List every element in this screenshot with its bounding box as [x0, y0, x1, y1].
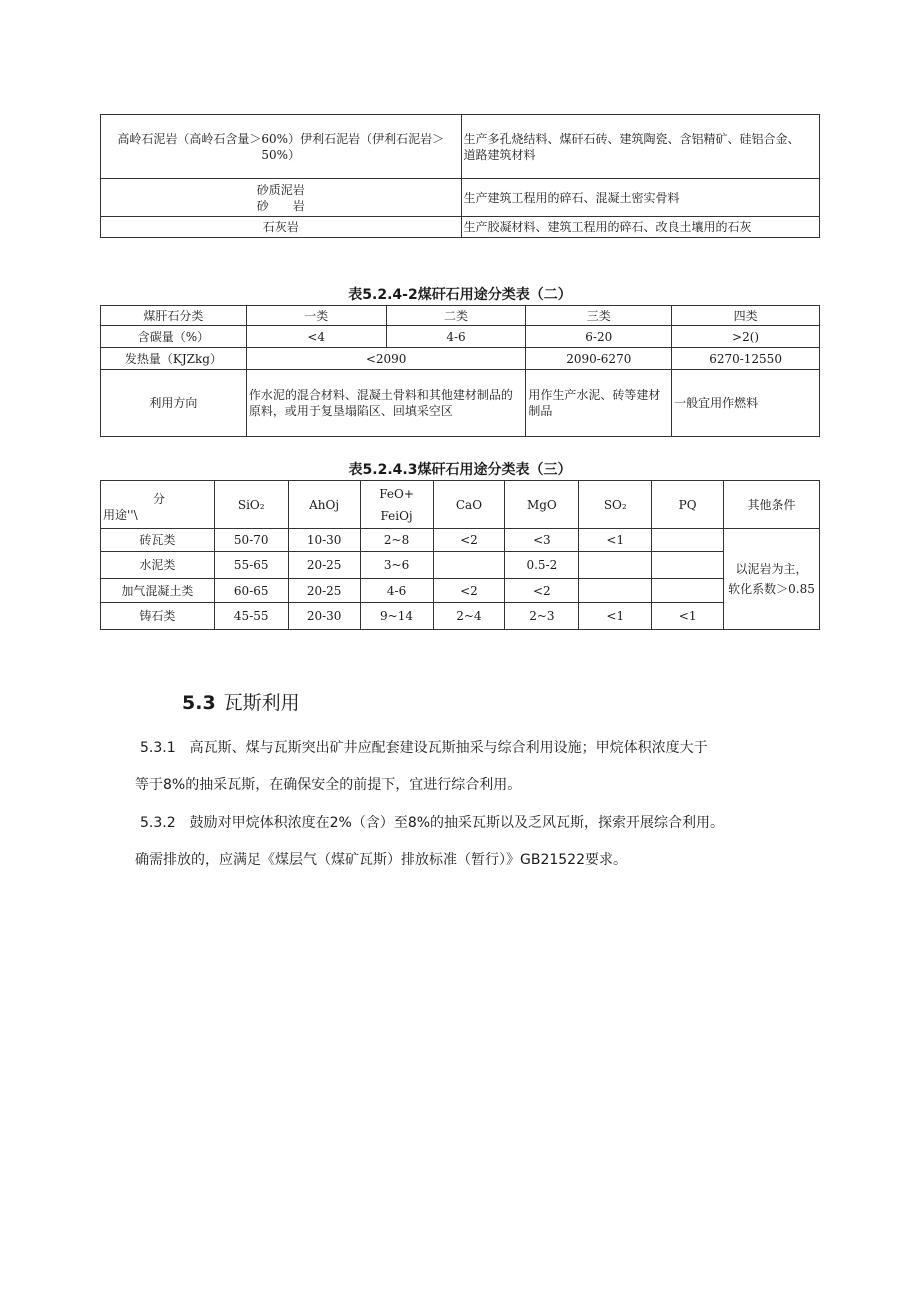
section-title: 瓦斯利用 — [223, 692, 300, 714]
table-row — [101, 529, 820, 552]
value-cell: <2 — [433, 529, 505, 552]
value-cell — [652, 529, 724, 552]
table-coal-gangue-rock-use — [100, 114, 820, 238]
table-row — [101, 552, 820, 579]
table-gangue-classification-3 — [100, 480, 820, 630]
value-cell: 作水泥的混合材料、混凝土骨料和其他建材制品的原料，或用于复垦塌陷区、回填采空区 — [246, 370, 526, 437]
value-cell: <2090 — [246, 348, 526, 370]
header-cell: 煤肝石分类 — [101, 306, 247, 326]
use-cell: 生产胶凝材料、建筑工程用的碎石、改良土壤用的石灰 — [461, 217, 820, 238]
row-label-cell: 加气混凝土类 — [101, 579, 215, 603]
value-cell: <2 — [433, 579, 505, 603]
value-cell: <1 — [652, 603, 724, 630]
value-cell: 50-70 — [214, 529, 288, 552]
value-cell: <1 — [579, 603, 652, 630]
header-cell: SiO₂ — [214, 481, 288, 529]
table-row — [101, 115, 820, 179]
value-cell: 一般宜用作燃料 — [672, 370, 820, 437]
header-cell: 一类 — [246, 306, 386, 326]
row-label-cell: 发热量（KJZkg） — [101, 348, 247, 370]
table-row — [101, 579, 820, 603]
header-cell: MgO — [505, 481, 579, 529]
paragraph-line: 确需排放的，应满足《煤层气（煤矿瓦斯）排放标准（暂行）》GB21522要求。 — [135, 852, 627, 868]
value-cell: 6270-12550 — [672, 348, 820, 370]
value-cell: <1 — [579, 529, 652, 552]
header-cell: 三类 — [526, 306, 672, 326]
value-cell: 60-65 — [214, 579, 288, 603]
header-cell: AhOj — [288, 481, 360, 529]
section-number: 5.3 — [182, 692, 216, 714]
table-row — [101, 179, 820, 217]
rock-line: 砂 岩 — [256, 198, 305, 213]
table-row — [101, 326, 820, 348]
use-cell: 生产建筑工程用的碎石、混凝土密实骨料 — [461, 179, 820, 217]
value-cell — [433, 552, 505, 579]
value-cell: <2 — [505, 579, 579, 603]
use-cell — [461, 115, 820, 179]
value-cell: >2() — [672, 326, 820, 348]
other-conditions-cell — [724, 529, 820, 630]
value-cell: 2~4 — [433, 603, 505, 630]
value-cell — [579, 579, 652, 603]
rock-type-cell: 高岭石泥岩（高岭石含量＞60%）伊利石泥岩（伊利石泥岩＞50%） — [101, 115, 462, 179]
table-row — [101, 603, 820, 630]
table-caption: 表5.2.4-2煤矸石用途分类表（二） — [348, 287, 572, 303]
rock-type-cell — [101, 179, 462, 217]
row-label-cell: 水泥类 — [101, 552, 215, 579]
value-cell: 9~14 — [360, 603, 433, 630]
value-cell: 20-30 — [288, 603, 360, 630]
table-row — [101, 348, 820, 370]
value-cell: 55-65 — [214, 552, 288, 579]
rock-type-cell: 石灰岩 — [101, 217, 462, 238]
header-cell — [360, 481, 433, 529]
value-cell: 6-20 — [526, 326, 672, 348]
condition-line: 以泥岩为主， — [735, 562, 808, 576]
header-cell: 四类 — [672, 306, 820, 326]
value-cell: 10-30 — [288, 529, 360, 552]
value-cell: 0.5-2 — [505, 552, 579, 579]
corner-header-bottom: 用途''\ — [103, 508, 138, 522]
use-line: 生产多孔烧结料、煤矸石砖、建筑陶瓷、含铝精矿、硅铝合金、 — [463, 131, 800, 146]
value-cell — [652, 579, 724, 603]
value-cell: 4-6 — [360, 579, 433, 603]
value-cell: 2~8 — [360, 529, 433, 552]
value-cell — [652, 552, 724, 579]
header-cell: PQ — [652, 481, 724, 529]
value-cell: 45-55 — [214, 603, 288, 630]
table-header-row — [101, 306, 820, 326]
use-line: 道路建筑材料 — [463, 147, 536, 162]
value-cell: 20-25 — [288, 579, 360, 603]
row-label-cell: 砖瓦类 — [101, 529, 215, 552]
header-line: FeO+ — [379, 486, 414, 501]
paragraph-line: 5.3.1 高瓦斯、煤与瓦斯突出矿井应配套建设瓦斯抽采与综合利用设施；甲烷体积浓度大于 — [140, 740, 708, 756]
value-cell: 2090-6270 — [526, 348, 672, 370]
header-cell: 二类 — [386, 306, 526, 326]
rock-line: 砂质泥岩 — [256, 182, 305, 197]
table-header-row — [101, 481, 820, 529]
section-heading — [182, 688, 300, 715]
value-cell: <4 — [246, 326, 386, 348]
table-row — [101, 370, 820, 437]
header-line: FeiOj — [380, 508, 413, 523]
value-cell: 4-6 — [386, 326, 526, 348]
value-cell — [579, 552, 652, 579]
header-cell: CaO — [433, 481, 505, 529]
table-row — [101, 217, 820, 238]
condition-line: 软化系数＞0.85 — [728, 582, 815, 596]
row-label-cell: 铸石类 — [101, 603, 215, 630]
paragraph-line: 5.3.2 鼓励对甲烷体积浓度在2%（含）至8%的抽采瓦斯以及乏风瓦斯，探索开展综合利用。 — [140, 815, 725, 831]
header-cell: SO₂ — [579, 481, 652, 529]
table-caption: 表5.2.4.3煤矸石用途分类表（三） — [348, 462, 572, 478]
corner-header-cell — [101, 481, 215, 529]
value-cell: <3 — [505, 529, 579, 552]
value-cell: 3~6 — [360, 552, 433, 579]
value-cell: 2~3 — [505, 603, 579, 630]
value-cell: 用作生产水泥、砖等建材制品 — [526, 370, 672, 437]
row-label-cell: 含碳量（%） — [101, 326, 247, 348]
value-cell: 20-25 — [288, 552, 360, 579]
header-cell: 其他条件 — [724, 481, 820, 529]
corner-header-top: 分 — [153, 492, 166, 506]
row-label-cell: 利用方向 — [101, 370, 247, 437]
table-gangue-classification-2 — [100, 305, 820, 437]
paragraph-line: 等于8%的抽采瓦斯，在确保安全的前提下，宜进行综合利用。 — [135, 777, 522, 793]
